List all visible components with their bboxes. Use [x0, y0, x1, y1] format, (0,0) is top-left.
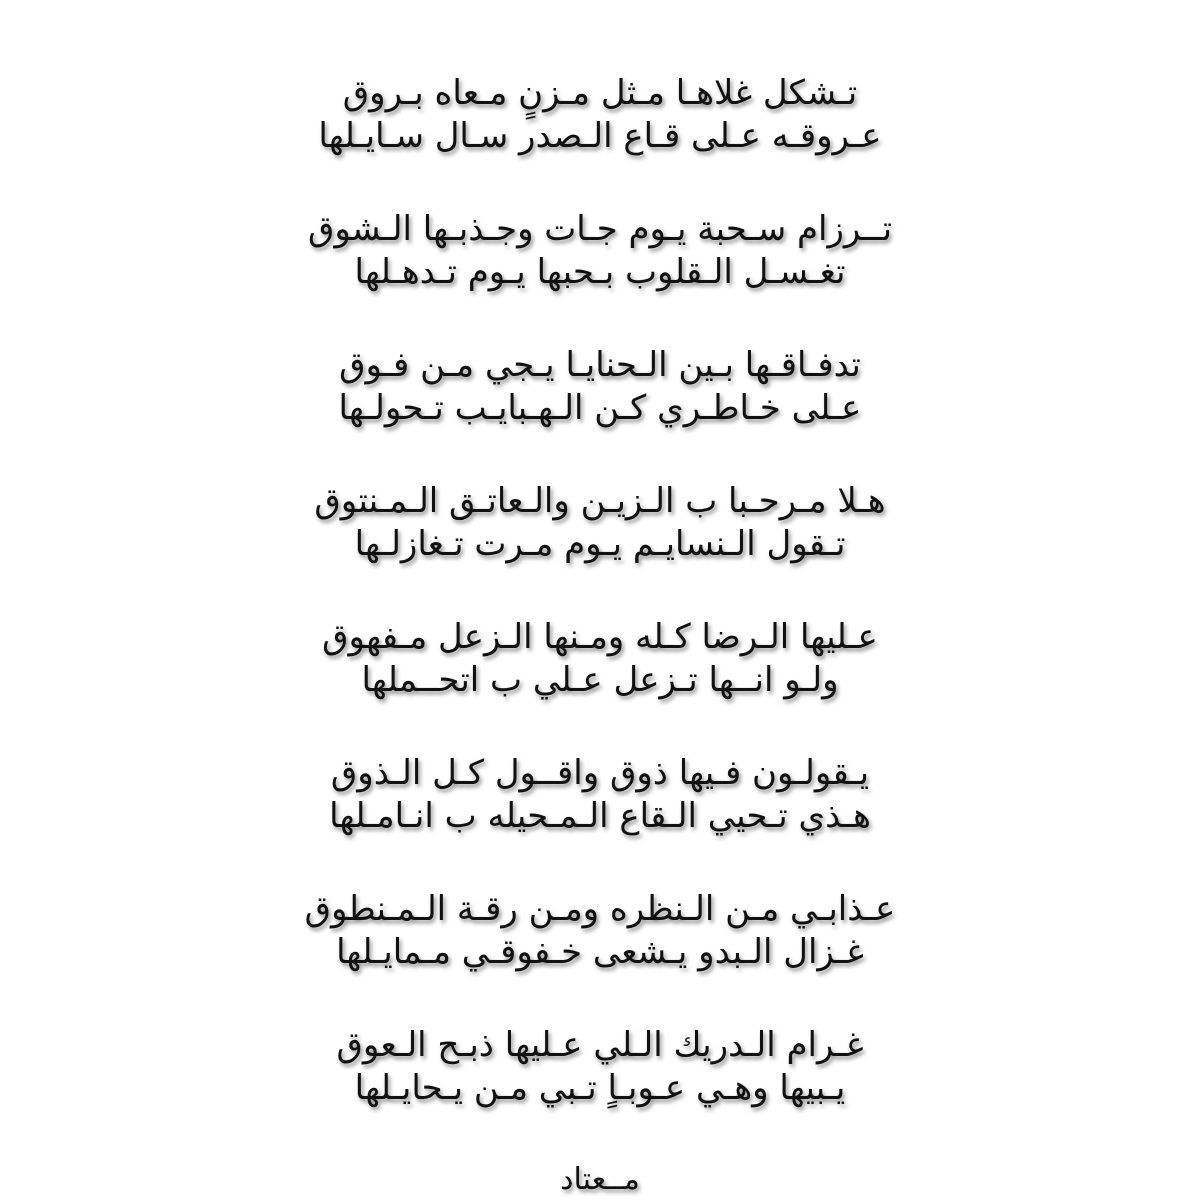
verse-line: عـروقـه عـلى قـاع الـصدر سـال سـايـلها	[318, 116, 882, 156]
verse-line: عـليها الـرضا كـله ومـنها الـزعل مـفهوق	[322, 617, 878, 657]
verse-line: تغـسـل الـقلوب بـحبها يـوم تـدهـلها	[354, 252, 846, 292]
verse-line: غـزال الـبدو يـشعى خـفوقـي مـمايـلها	[336, 932, 864, 972]
poem	[0, 72, 1200, 1200]
verse-line: عـذابـي مـن الـنظره ومـن رقـة الـمـنطوق	[304, 889, 896, 929]
stanza-6	[0, 752, 1200, 838]
verse-line: هـذي تـحيي الـقاع الـمـحيله ب انـامـلها	[329, 796, 871, 836]
verse-line: تــرزام سـحبة يـوم جـات وجـذبـها الـشوق	[307, 209, 893, 249]
stanza-1	[0, 72, 1200, 158]
stanza-4	[0, 480, 1200, 566]
verse-line: هـلا مـرحـبا ب الـزيـن والـعاتـق الـمـنتوق	[314, 481, 886, 521]
stanza-3	[0, 344, 1200, 430]
verse-line: تـقول الـنسايـم يـوم مـرت تـغازلـها	[354, 524, 846, 564]
verse-line: غـرام الـدريك الـلي عـليها ذبـح الـعوق	[336, 1025, 864, 1065]
stanza-2	[0, 208, 1200, 294]
verse-line: عـلى خـاطـري كـن الـهـبايـب تـحولـها	[338, 388, 862, 428]
poet-signature: مــعتاد	[560, 1162, 640, 1197]
verse-line: تدفـاقـها بـين الـحنايـا يـجي مـن فـوق	[339, 345, 861, 385]
stanza-8	[0, 1024, 1200, 1110]
verse-line: يـبيها وهـي عـوبـاٍ تـبي مـن يـحايـلها	[354, 1068, 846, 1108]
verse-line: يـقولـون فـيها ذوق واقــول كـل الـذوق	[330, 753, 870, 793]
verse-line: تـشكل غلاهـا مـثل مـزنٍ مـعاه بـروق	[342, 73, 858, 113]
stanza-5	[0, 616, 1200, 702]
stanza-7	[0, 888, 1200, 974]
verse-line: ولـو انــها تـزعل عـلي ب اتحــملها	[361, 660, 839, 700]
